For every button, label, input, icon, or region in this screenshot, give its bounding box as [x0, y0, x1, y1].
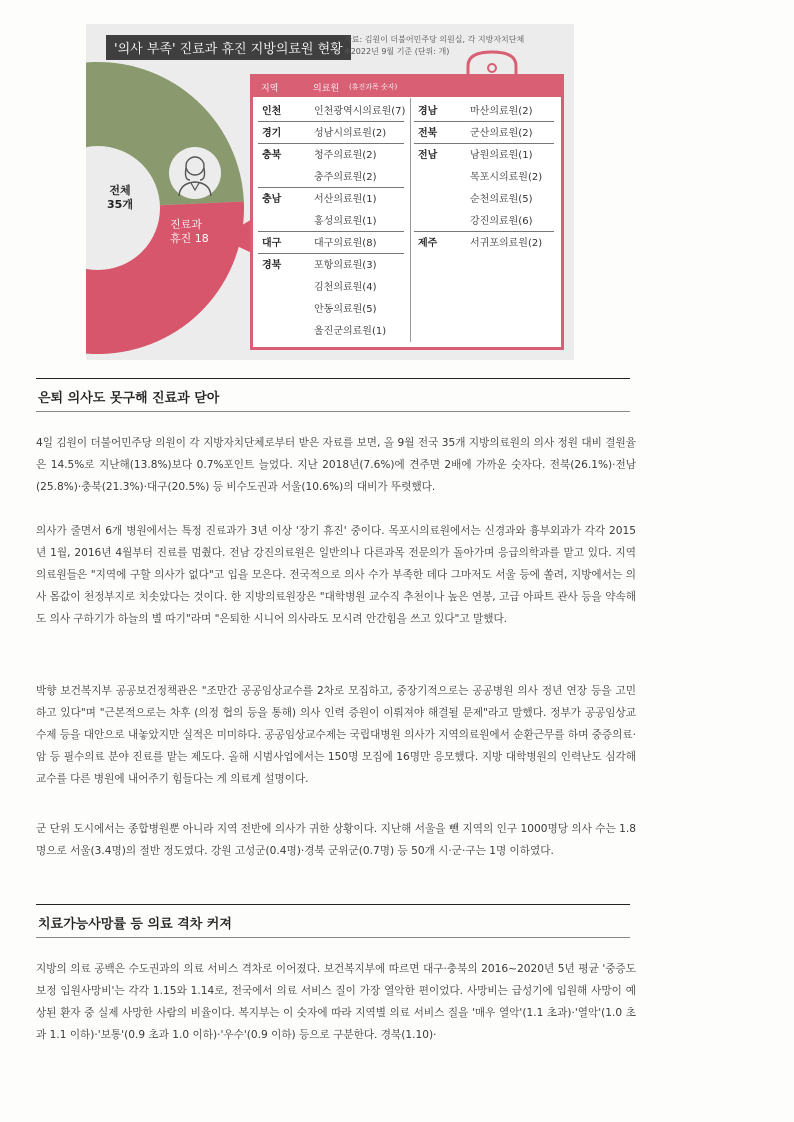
- region-label: 충북: [262, 150, 282, 161]
- closed-label: 진료과: [170, 218, 202, 231]
- tag-ring-icon: [462, 46, 522, 78]
- hospital-name: 대구의료원(8): [314, 238, 377, 249]
- header-region: 지역: [261, 84, 279, 94]
- section-top-rule: [36, 378, 630, 379]
- hospital-name: 김천의료원(4): [314, 282, 377, 293]
- region-separator: [414, 143, 554, 144]
- card-header: [253, 77, 561, 97]
- column-divider: [410, 98, 411, 342]
- region-label: 경기: [262, 128, 282, 139]
- hospital-name: 성남시의료원(2): [314, 128, 387, 139]
- source-line: 자료: 김원이 더불어민주당 의원실, 각 지방자치단체: [344, 35, 525, 44]
- section-bottom-rule: [36, 937, 630, 938]
- section-bottom-rule: [36, 411, 630, 412]
- callout-pointer: [220, 216, 254, 256]
- source-note: ※2022년 9월 기준 (단위: 개): [344, 47, 450, 56]
- hospital-name: 군산의료원(2): [470, 128, 533, 139]
- region-label: 대구: [262, 238, 282, 249]
- region-label: 제주: [418, 238, 438, 249]
- hospital-name: 인천광역시의료원(7): [314, 106, 406, 117]
- region-separator: [258, 231, 404, 232]
- hospital-name: 충주의료원(2): [314, 172, 377, 183]
- region-separator: [258, 187, 404, 188]
- region-separator: [414, 121, 554, 122]
- hospital-name: 포항의료원(3): [314, 260, 377, 271]
- hospital-name: 서귀포의료원(2): [470, 238, 543, 249]
- hospital-name: 순천의료원(5): [470, 194, 533, 205]
- total-value: 35개: [107, 198, 133, 211]
- total-label: 전체: [109, 184, 131, 197]
- region-separator: [258, 143, 404, 144]
- section-top-rule: [36, 904, 630, 905]
- hospital-name: 안동의료원(5): [314, 304, 377, 315]
- infographic-title: '의사 부족' 진료과 휴진 지방의료원 현황: [106, 35, 351, 60]
- hospital-name: 목포시의료원(2): [470, 172, 543, 183]
- header-hospital: 의료원: [313, 84, 340, 94]
- closed-value: 휴진 18: [170, 232, 209, 245]
- paragraph: 의사가 줄면서 6개 병원에서는 특정 진료과가 3년 이상 '장기 휴진' 중이다. 목포시의료원에서는 신경과와 흉부외과가 각각 2015년 1월, 2016년 4월부터 진료를 멈췄다. 전남 강진의료원은 일반의나 다른과목 전문의가 돌아가며 응급의학과를 맡고 있다. 지역의료원들은 "지역에 구할 의사가 없다"고 입을 모은다. 전국적으로 의사 수가 부족한 데다 그마저도 서울 등에 쏠려, 지방에서는 의사 몸값이 천정부지로 치솟았다는 것이다. 한 지방의료원장은 "대학병원 교수직 추천이나 높은 연봉, 고급 아파트 관사 등을 약속해도 의사 구하기가 하늘의 별 따기"라며 "은퇴한 시니어 의사라도 모시려 안간힘을 쓰고 있다"고 말했다.: [36, 525, 636, 625]
- header-note: (휴진과목 숫자): [349, 83, 398, 91]
- section-heading: 은퇴 의사도 못구해 진료과 닫아: [38, 391, 220, 406]
- region-label: 전남: [418, 150, 438, 161]
- paragraph: 군 단위 도시에서는 종합병원뿐 아니라 지역 전반에 의사가 귀한 상황이다. 지난해 서울을 뺀 지역의 인구 1000명당 의사 수는 1.8명으로 서울(3.4명)의 절반 정도였다. 강원 고성군(0.4명)·경북 군위군(0.7명) 등 50개 시·군·구는 1명 이하였다.: [36, 823, 636, 857]
- pie-label-total: [98, 184, 142, 212]
- hospital-name: 홍성의료원(1): [314, 216, 377, 227]
- hospital-name: 마산의료원(2): [470, 106, 533, 117]
- hospital-name: 울진군의료원(1): [314, 326, 387, 337]
- region-separator: [258, 253, 404, 254]
- region-separator: [258, 121, 404, 122]
- doctor-icon: [168, 146, 222, 200]
- hospital-name: 강진의료원(6): [470, 216, 533, 227]
- paragraph: 지방의 의료 공백은 수도권과의 의료 서비스 격차로 이어졌다. 보건복지부에 따르면 대구·충북의 2016~2020년 5년 평균 '중증도 보정 입원사망비'는 각각 1.15와 1.14로, 전국에서 의료 서비스 질이 가장 열악한 편이었다. 사망비는 급성기에 입원해 사망이 예상된 환자 중 실제 사망한 사람의 비율이다. 복지부는 이 숫자에 따라 지역별 의료 서비스 질을 '매우 열악'(1.1 초과)·'열악'(1.0 초과 1.1 이하)·'보통'(0.9 초과 1.0 이하)·'우수'(0.9 이하) 등으로 구분한다. 경북(1.10)·: [36, 963, 636, 1041]
- region-separator: [414, 231, 554, 232]
- section-heading: 치료가능사망률 등 의료 격차 커져: [38, 917, 232, 932]
- region-label: 인천: [262, 106, 282, 117]
- region-label: 충남: [262, 194, 282, 205]
- hospital-name: 남원의료원(1): [470, 150, 533, 161]
- hospital-name: 청주의료원(2): [314, 150, 377, 161]
- region-label: 경남: [418, 106, 438, 117]
- region-label: 전북: [418, 128, 438, 139]
- hospital-name: 서산의료원(1): [314, 194, 377, 205]
- pie-label-closed: [170, 218, 209, 246]
- paragraph: 박향 보건복지부 공공보건정책관은 "조만간 공공임상교수를 2차로 모집하고, 중장기적으로는 공공병원 의사 정년 연장 등을 고민하고 있다"며 "근본적으로는 차후 (의정 협의 등을 통해) 의사 인력 증원이 이뤄져야 해결될 문제"라고 말했다. 정부가 공공임상교수제 등을 대안으로 내놓았지만 실적은 미미하다. 공공임상교수제는 국립대병원 의사가 지역의료원에서 순환근무를 하며 중증의료·암 등 필수의료 분야 진료를 맡는 제도다. 올해 시범사업에서는 150명 모집에 16명만 응모했다. 지방 대학병원의 인력난도 심각해 교수를 다른 병원에 내어주기 힘들다는 게 의료계 설명이다.: [36, 685, 636, 785]
- paragraph: 4일 김원이 더불어민주당 의원이 각 지방자치단체로부터 받은 자료를 보면, 올 9월 전국 35개 지방의료원의 의사 정원 대비 결원율은 14.5%로 지난해(13.8%)보다 0.7%포인트 늘었다. 지난 2018년(7.6%)에 견주면 2배에 가까운 숫자다. 전북(26.1%)·전남(25.8%)·충북(21.3%)·대구(20.5%) 등 비수도권과 서울(10.6%)의 대비가 뚜렷했다.: [36, 437, 636, 493]
- region-label: 경북: [262, 260, 282, 271]
